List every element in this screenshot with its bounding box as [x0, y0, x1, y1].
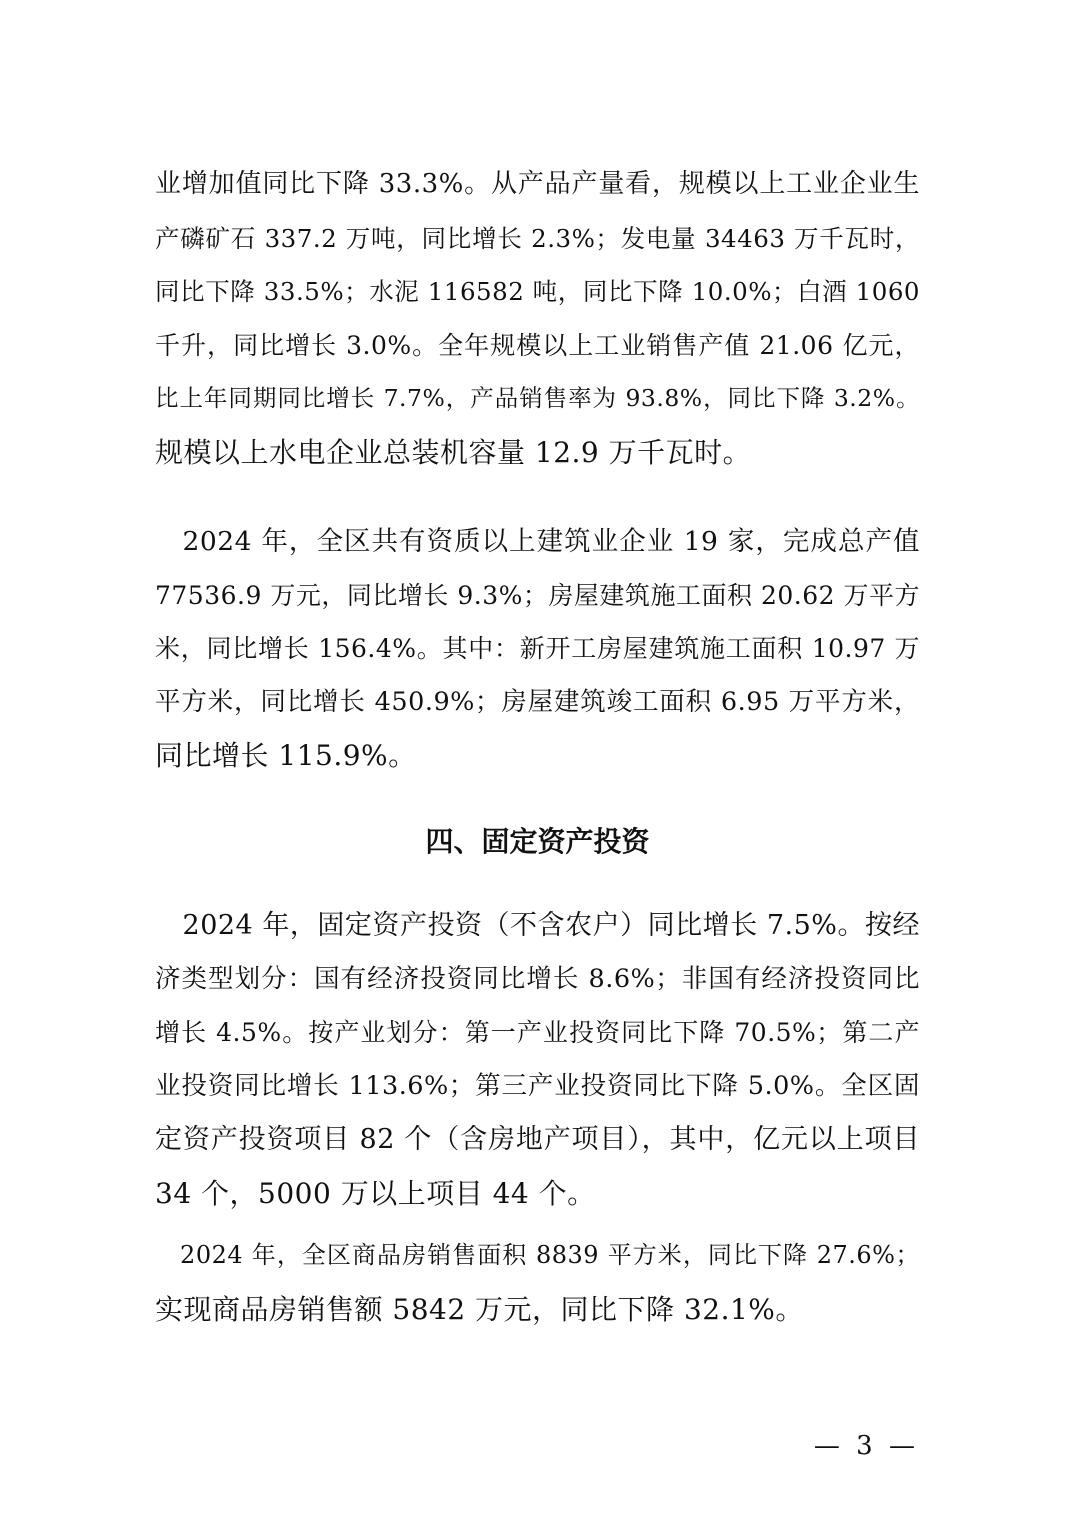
text-line: 同比增长 115.9%。 [155, 739, 417, 772]
text-line: 77536.9 万元，同比增长 9.3%；房屋建筑施工面积 20.62 万平方 [155, 580, 920, 610]
text-line: 增长 4.5%。按产业划分：第一产业投资同比下降 70.5%；第二产 [155, 1018, 920, 1047]
paragraph-real-estate-sales [155, 1229, 920, 1336]
text-line: 34 个，5000 万以上项目 44 个。 [155, 1176, 596, 1210]
text-line: 济类型划分：国有经济投资同比增长 8.6%；非国有经济投资同比 [155, 963, 920, 994]
text-line: 定资产投资项目 82 个（含房地产项目），其中，亿元以上项目 [155, 1124, 920, 1155]
text-line: 同比下降 33.5%；水泥 116582 吨，同比下降 10.0%；白酒 1060 [155, 277, 920, 306]
text-line: 2024 年，全区共有资质以上建筑业企业 19 家，完成总产值 [155, 526, 920, 557]
page-number: — 3 — [813, 1431, 919, 1461]
paragraph-industry [155, 158, 920, 479]
text-line: 平方米，同比增长 450.9%；房屋建筑竣工面积 6.95 万平方米， [155, 686, 920, 717]
text-line: 2024 年，全区商品房销售面积 8839 平方米，同比下降 27.6%； [155, 1241, 920, 1269]
text-line: 比上年同期同比增长 7.7%，产品销售率为 93.8%，同比下降 3.2%。 [155, 384, 920, 412]
text-line: 2024 年，固定资产投资（不含农户）同比增长 7.5%。按经 [155, 910, 920, 941]
text-line: 业投资同比增长 113.6%；第三产业投资同比下降 5.0%。全区固 [155, 1070, 920, 1101]
paragraph-construction [155, 515, 920, 783]
text-line: 实现商品房销售额 5842 万元，同比下降 32.1%。 [155, 1292, 804, 1326]
text-line: 千升，同比增长 3.0%。全年规模以上工业销售产值 21.06 亿元， [155, 330, 920, 360]
paragraph-fixed-asset-investment [155, 899, 920, 1220]
text-line: 业增加值同比下降 33.3%。从产品产量看，规模以上工业企业生 [155, 169, 920, 199]
section-heading: 四、固定资产投资 [425, 825, 650, 858]
text-line: 规模以上水电企业总装机容量 12.9 万千瓦时。 [155, 435, 752, 469]
text-line: 产磷矿石 337.2 万吨，同比增长 2.3%；发电量 34463 万千瓦时， [155, 223, 920, 253]
text-line: 米，同比增长 156.4%。其中：新开工房屋建筑施工面积 10.97 万 [155, 634, 920, 663]
